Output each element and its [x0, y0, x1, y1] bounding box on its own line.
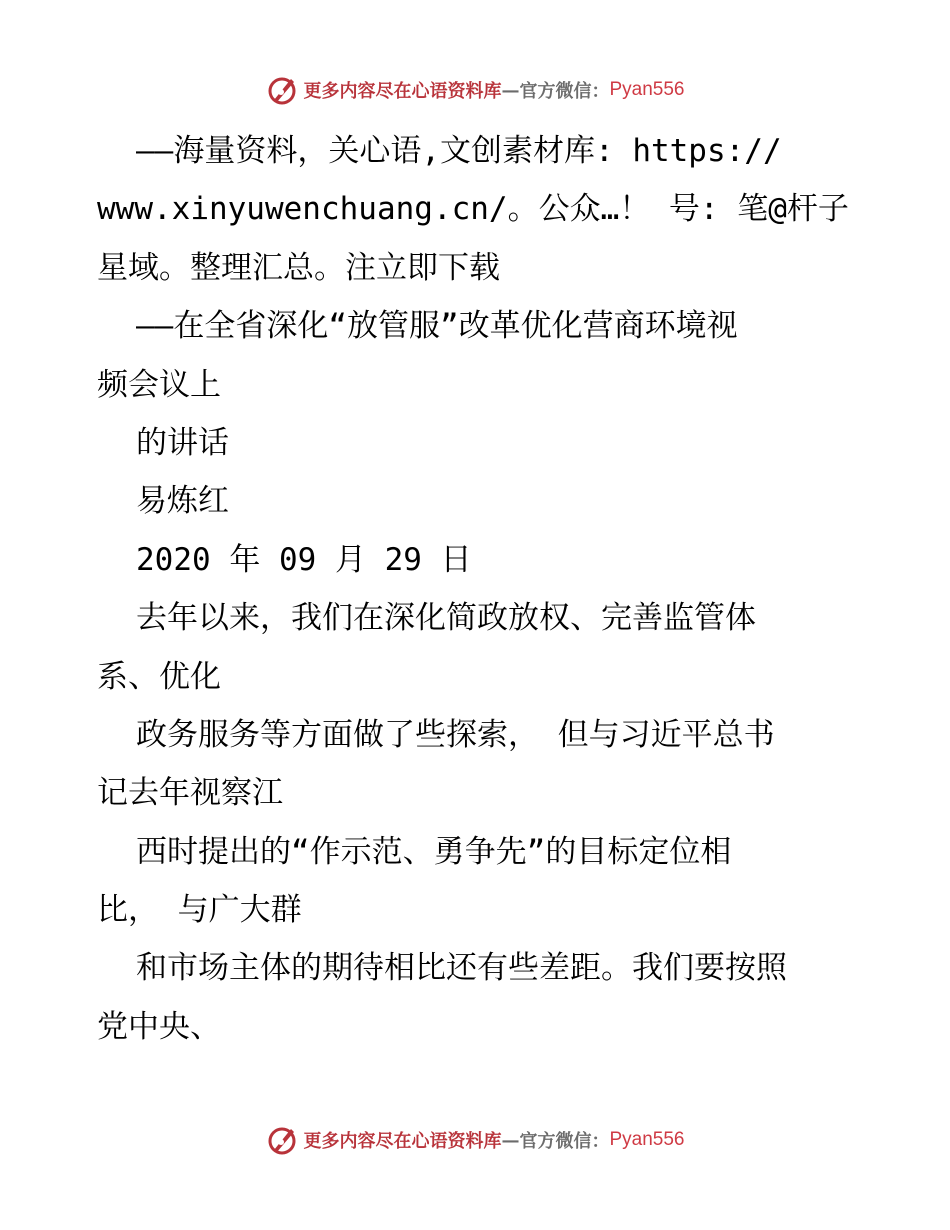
- paragraph-line: 记去年视察江: [97, 775, 283, 812]
- banner-wechat-id: Pyan556: [609, 79, 685, 100]
- footer-banner[interactable]: [0, 1120, 950, 1160]
- speech-subtitle-line: 频会议上: [97, 366, 221, 403]
- paragraph-line: 党中央、: [97, 1008, 221, 1045]
- banner-main-text: 更多内容尽在心语资料库: [303, 1131, 502, 1152]
- header-banner[interactable]: [0, 70, 950, 110]
- paragraph-line: 政务服务等方面做了些探索， 但与习近平总书: [136, 716, 775, 753]
- paragraph-line: 西时提出的“作示范、勇争先”的目标定位相: [136, 833, 732, 870]
- banner-main-text: 更多内容尽在心语资料库: [303, 81, 502, 102]
- speech-subtitle-line: ——在全省深化“放管服”改革优化营商环境视: [136, 308, 738, 345]
- speech-subtitle-line: 的讲话: [136, 424, 229, 461]
- paragraph-line: 比， 与广大群: [97, 892, 302, 929]
- banner-dash: —: [501, 1129, 520, 1151]
- text-line: 星域。整理汇总。注立即下载: [97, 249, 500, 286]
- banner-dash: —: [501, 79, 520, 101]
- banner-wechat-id: Pyan556: [609, 1129, 685, 1150]
- banner-side-text: 官方微信：: [519, 81, 610, 102]
- text-line: www.xinyuwenchuang.cn/。公众…！ 号: 笔@杆子: [97, 191, 849, 228]
- quill-circle-logo-icon: [265, 73, 299, 107]
- author-name: 易炼红: [136, 483, 229, 520]
- quill-circle-logo-icon: [265, 1123, 299, 1157]
- paragraph-line: 和市场主体的期待相比还有些差距。我们要按照: [136, 950, 787, 987]
- paragraph-line: 系、优化: [97, 658, 221, 695]
- speech-date: 2020 年 09 月 29 日: [136, 541, 472, 578]
- banner-side-text: 官方微信：: [519, 1131, 610, 1152]
- document-body: [97, 122, 867, 1056]
- paragraph-line: 去年以来，我们在深化简政放权、完善监管体: [136, 600, 756, 637]
- text-line: ——海量资料，关心语,文创素材库: https://: [136, 133, 782, 169]
